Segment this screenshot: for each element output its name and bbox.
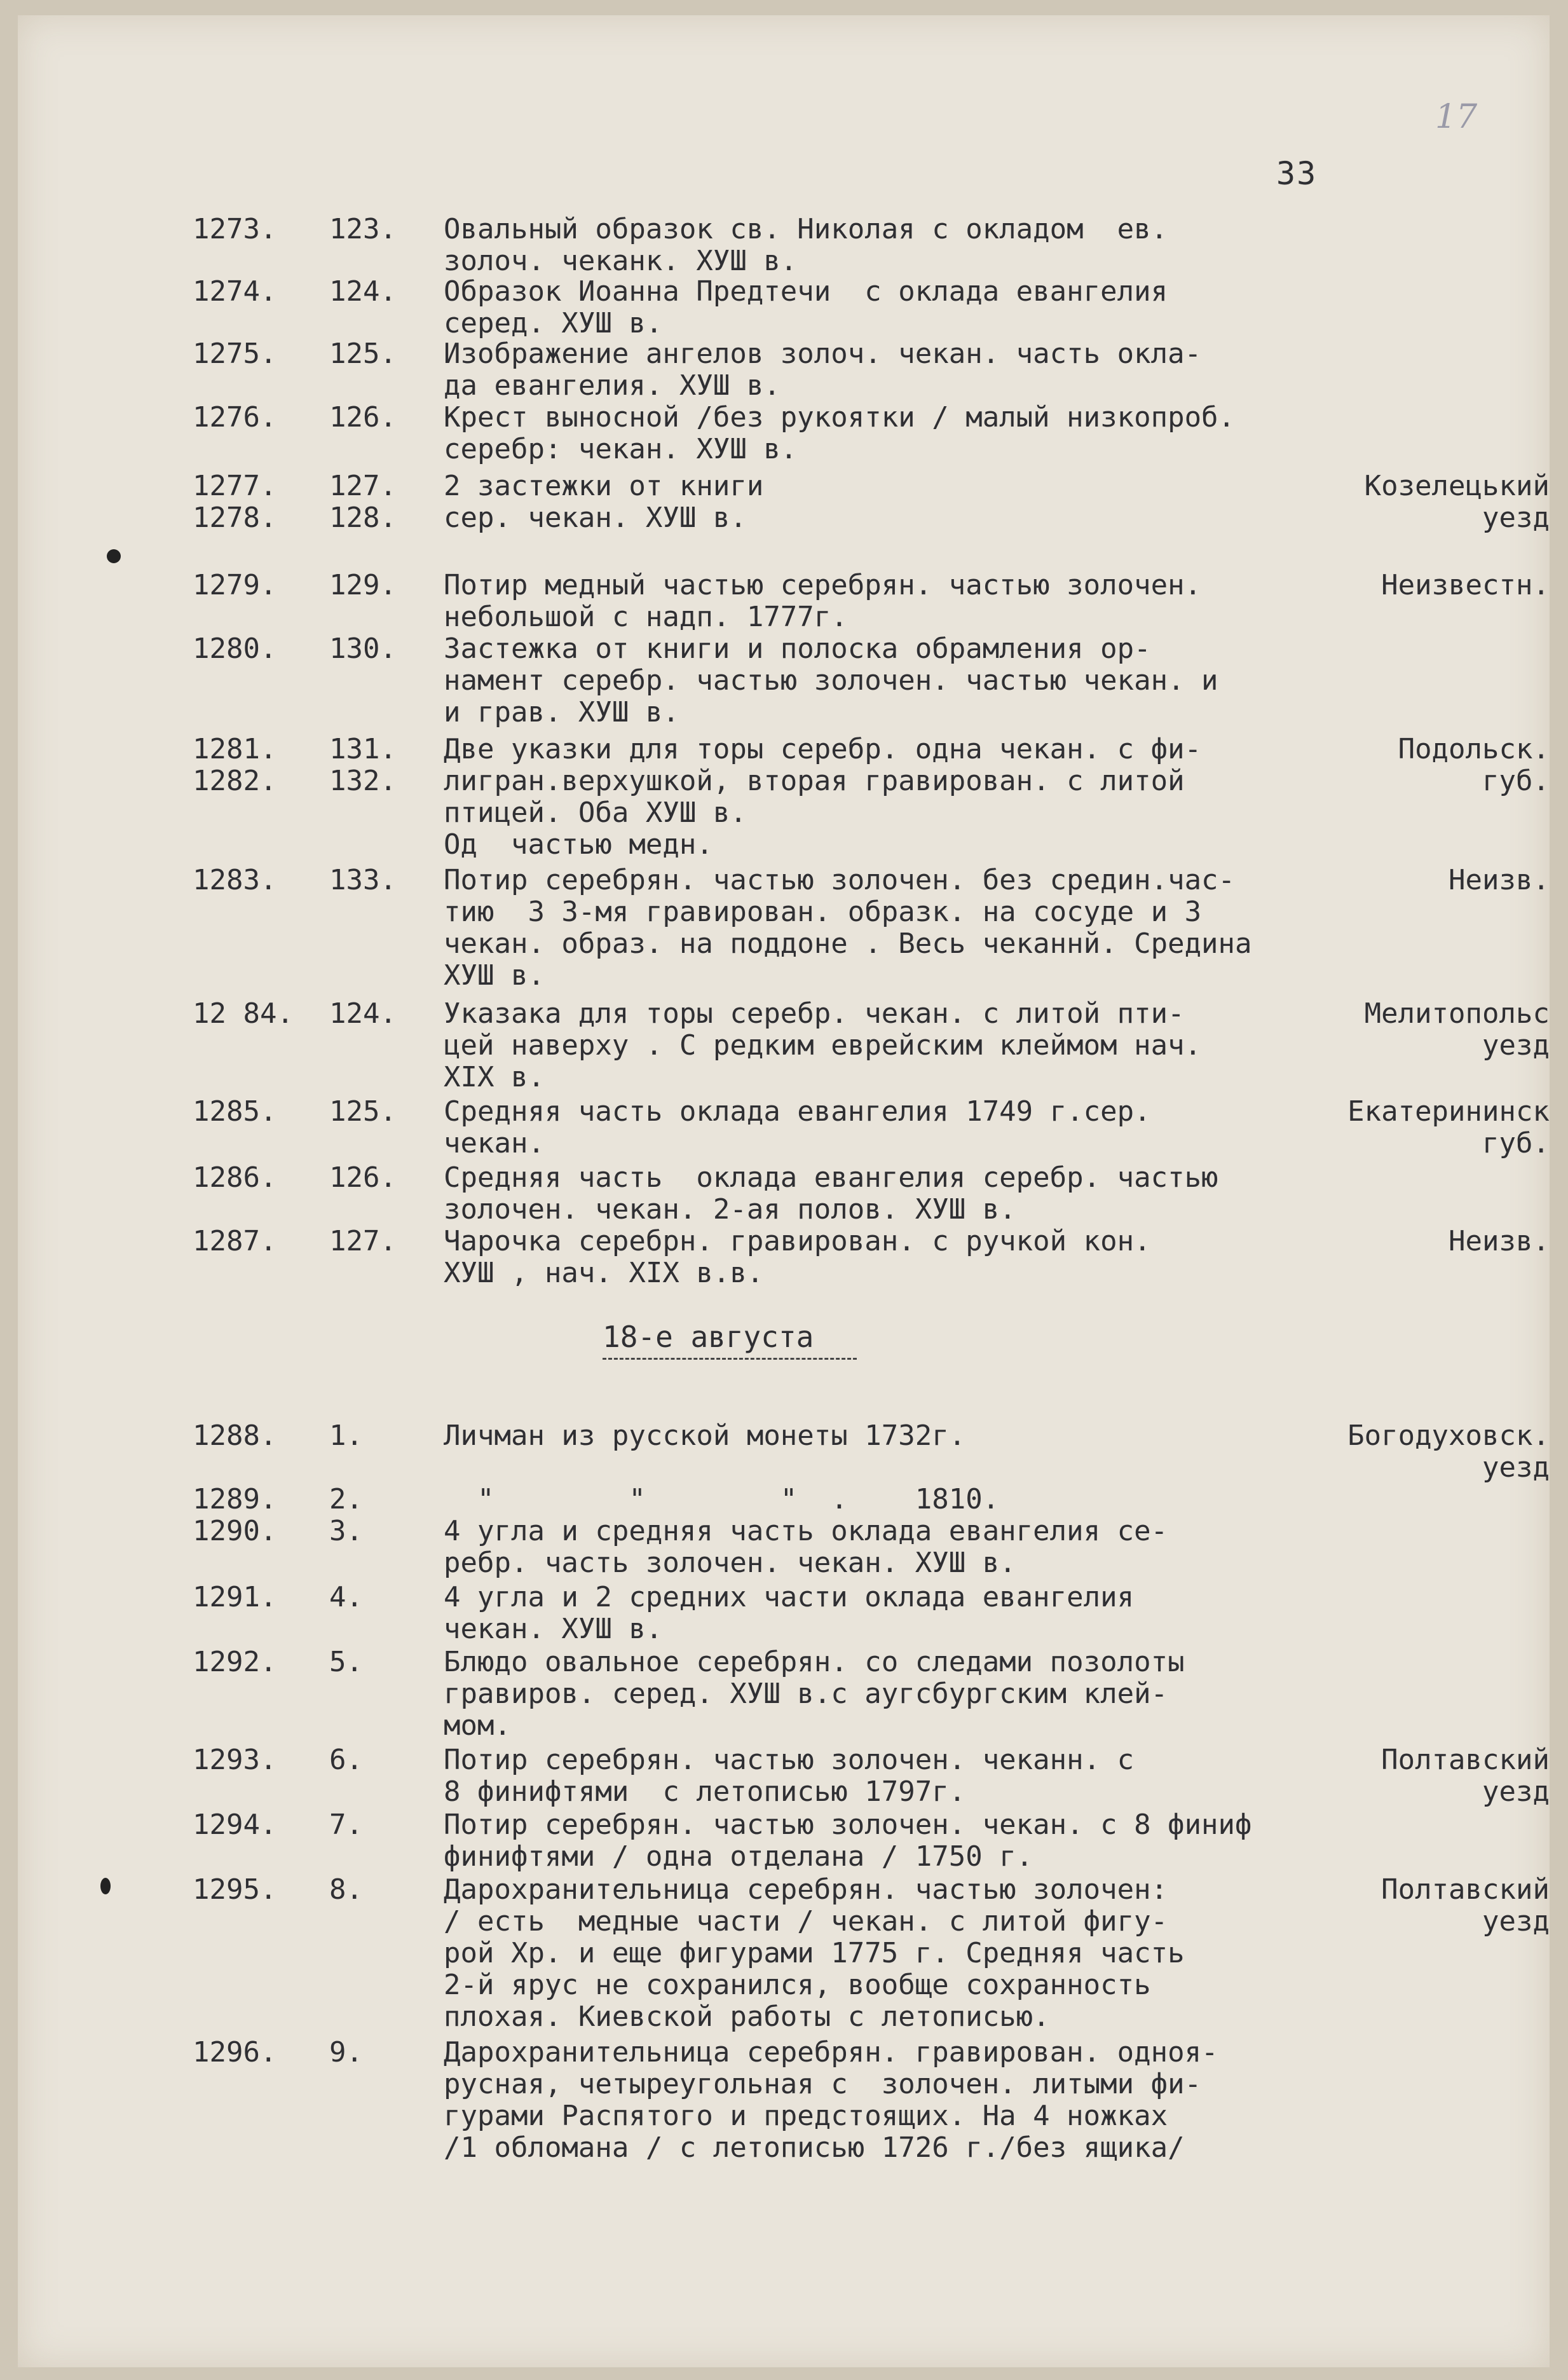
inventory-number: 1285. xyxy=(193,1095,277,1128)
place-of-origin: Подольск. xyxy=(1398,733,1550,765)
inventory-number: 1274. xyxy=(193,275,277,308)
item-description: Указака для торы серебр. чекан. с литой пти- цей наверху . С редким еврейским клеймом нач. XIX в. xyxy=(444,997,1202,1093)
item-number: 126. xyxy=(329,1161,397,1194)
item-number: 132. xyxy=(329,765,397,797)
page-number: 33 xyxy=(1276,155,1318,192)
inventory-number: 1278. xyxy=(193,502,277,534)
item-description: Застежка от книги и полоска обрамления ор- намент серебр. частью золочен. частью чекан. и и грав. ХУШ в. xyxy=(444,633,1218,728)
item-number: 8. xyxy=(329,1873,363,1906)
inventory-number: 1276. xyxy=(193,401,277,434)
place-of-origin: Неизвестн. xyxy=(1381,569,1550,601)
item-number: 126. xyxy=(329,401,397,434)
item-description: " " " . 1810. xyxy=(444,1483,1000,1515)
section-heading: 18-е августа xyxy=(603,1320,814,1354)
item-number: 125. xyxy=(329,338,397,370)
item-description: Образок Иоанна Предтечи с оклада евангелия серед. ХУШ в. xyxy=(444,275,1168,339)
inventory-number: 1280. xyxy=(193,633,277,665)
item-number: 131. xyxy=(329,733,397,765)
item-description: Личман из русской монеты 1732г. xyxy=(444,1419,966,1452)
punch-hole-mark xyxy=(107,549,121,563)
item-number: 7. xyxy=(329,1809,363,1841)
item-number: 4. xyxy=(329,1581,363,1613)
item-number: 127. xyxy=(329,1225,397,1257)
item-description: лигран.верхушкой, вторая гравирован. с литой птицей. Оба ХУШ в. Од частью медн. xyxy=(444,765,1185,861)
item-description: Средняя часть оклада евангелия 1749 г.сер. чекан. xyxy=(444,1095,1151,1159)
item-description: Овальный образок св. Николая с окладом ев. золоч. чеканк. ХУШ в. xyxy=(444,213,1168,277)
inventory-number: 1296. xyxy=(193,2036,277,2069)
item-description: Потир серебрян. частью золочен. без средин.час- тию 3 3-мя гравирован. образк. на сосуде и 3 чекан. образ. на поддоне . Весь чеканнй. Средина ХУШ в. xyxy=(444,864,1252,992)
inventory-number: 1293. xyxy=(193,1744,277,1776)
place-of-origin: Полтавский уезд xyxy=(1381,1873,1550,1938)
item-description: Чарочка серебрн. гравирован. с ручкой кон. ХУШ , нач. XIX в.в. xyxy=(444,1225,1151,1289)
item-number: 125. xyxy=(329,1095,397,1128)
item-number: 128. xyxy=(329,502,397,534)
item-description: Потир медный частью серебрян. частью золочен. небольшой с надп. 1777г. xyxy=(444,569,1202,633)
item-number: 2. xyxy=(329,1483,363,1515)
inventory-number: 1283. xyxy=(193,864,277,896)
document-page xyxy=(18,15,1550,2367)
place-of-origin: Полтавский уезд xyxy=(1381,1744,1550,1808)
inventory-number: 1290. xyxy=(193,1515,277,1547)
item-number: 5. xyxy=(329,1646,363,1678)
item-number: 129. xyxy=(329,569,397,601)
item-description: 2 застежки от книги xyxy=(444,470,764,502)
inventory-number: 1292. xyxy=(193,1646,277,1678)
item-description: Блюдо овальное серебрян. со следами позолоты гравиров. серед. ХУШ в.с аугсбургским клей- мом. xyxy=(444,1646,1185,1742)
item-number: 124. xyxy=(329,997,397,1030)
inventory-number: 1282. xyxy=(193,765,277,797)
place-of-origin: Козелецький xyxy=(1364,470,1550,502)
place-of-origin: Неизв. xyxy=(1449,1225,1550,1257)
item-description: сер. чекан. ХУШ в. xyxy=(444,502,747,534)
inventory-number: 1279. xyxy=(193,569,277,601)
place-of-origin: Екатерининск губ. xyxy=(1347,1095,1550,1159)
item-description: Средняя часть оклада евангелия серебр. частью золочен. чекан. 2-ая полов. ХУШ в. xyxy=(444,1161,1218,1226)
item-description: Изображение ангелов золоч. чекан. часть окла- да евангелия. ХУШ в. xyxy=(444,338,1202,402)
place-of-origin: губ. xyxy=(1482,765,1550,797)
item-description: Дарохранительница серебрян. частью золочен: / есть медные части / чекан. с литой фигу- рой Хр. и еще фигурами 1775 г. Средняя часть 2-й ярус не сохранился, вообще сохранность плохая. Киевской работы с летописью. xyxy=(444,1873,1185,2033)
item-description: Две указки для торы серебр. одна чекан. с фи- xyxy=(444,733,1202,765)
inventory-number: 1289. xyxy=(193,1483,277,1515)
inventory-number: 1281. xyxy=(193,733,277,765)
place-of-origin: Мелитопольс уезд xyxy=(1364,997,1550,1062)
place-of-origin: Богодуховск. уезд xyxy=(1347,1419,1550,1484)
inventory-number: 1286. xyxy=(193,1161,277,1194)
item-description: 4 угла и 2 средних части оклада евангелия чекан. ХУШ в. xyxy=(444,1581,1135,1645)
inventory-number: 1277. xyxy=(193,470,277,502)
place-of-origin: уезд xyxy=(1482,502,1550,534)
inventory-number: 1291. xyxy=(193,1581,277,1613)
item-number: 127. xyxy=(329,470,397,502)
inventory-number: 1273. xyxy=(193,213,277,245)
item-description: Потир серебрян. частью золочен. чеканн. с 8 финифтями с летописью 1797г. xyxy=(444,1744,1135,1808)
item-number: 124. xyxy=(329,275,397,308)
item-number: 133. xyxy=(329,864,397,896)
inventory-number: 1275. xyxy=(193,338,277,370)
item-number: 9. xyxy=(329,2036,363,2069)
item-number: 6. xyxy=(329,1744,363,1776)
item-description: Дарохранительница серебрян. гравирован. одноя- русная, четыреугольная с золочен. литыми фи- гурами Распятого и предстоящих. На 4 ножках /1 обломана / с летописью 1726 г./без ящика/ xyxy=(444,2036,1218,2164)
inventory-number: 1288. xyxy=(193,1419,277,1452)
item-number: 3. xyxy=(329,1515,363,1547)
inventory-number: 1295. xyxy=(193,1873,277,1906)
item-description: 4 угла и средняя часть оклада евангелия се- ребр. часть золочен. чекан. ХУШ в. xyxy=(444,1515,1168,1579)
item-number: 123. xyxy=(329,213,397,245)
heading-underline xyxy=(603,1358,857,1360)
pencil-mark: 17 xyxy=(1435,98,1478,136)
inventory-number: 1294. xyxy=(193,1809,277,1841)
item-number: 1. xyxy=(329,1419,363,1452)
place-of-origin: Неизв. xyxy=(1449,864,1550,896)
item-description: Потир серебрян. частью золочен. чекан. с 8 финиф финифтями / одна отделана / 1750 г. xyxy=(444,1809,1252,1873)
inventory-number: 1287. xyxy=(193,1225,277,1257)
item-description: Крест выносной /без рукоятки / малый низкопроб. серебр: чекан. ХУШ в. xyxy=(444,401,1236,465)
item-number: 130. xyxy=(329,633,397,665)
punch-hole-mark xyxy=(100,1878,111,1894)
inventory-number: 12 84. xyxy=(193,997,294,1030)
